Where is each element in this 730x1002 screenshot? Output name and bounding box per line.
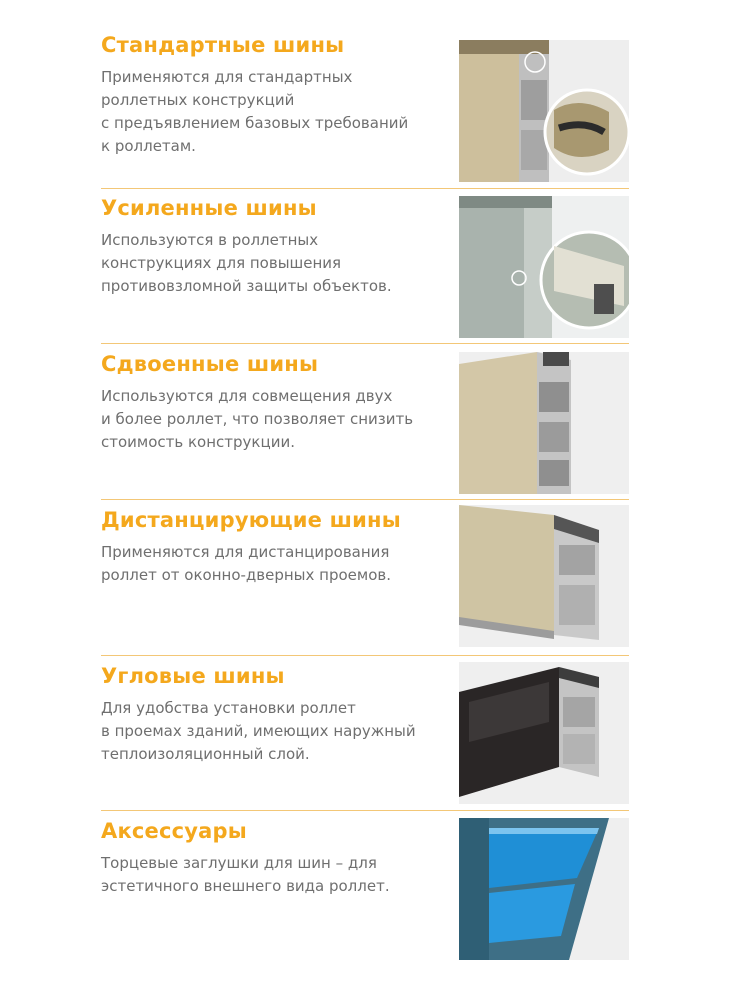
section-description: Используются в роллетных конструкциях для повышения противовзломной защиты объектов. — [101, 231, 392, 295]
separator — [101, 655, 629, 656]
section-title: Угловые шины — [101, 664, 285, 688]
section-description: Используются для совмещения двух и более роллет, что позволяет снизить стоимость конструкции. — [101, 387, 414, 451]
section-description: Торцевые заглушки для шин – для эстетичного внешнего вида роллет. — [101, 854, 390, 895]
section-title: Стандартные шины — [101, 33, 345, 57]
spacer-rail-photo — [459, 505, 629, 647]
section-description: Применяются для стандартных роллетных конструкций с предъявлением базовых требований к роллетам. — [101, 68, 409, 155]
reinforced-rail-photo — [459, 196, 629, 338]
double-rail-photo — [459, 352, 629, 494]
separator — [101, 188, 629, 189]
end-caps-photo — [459, 818, 629, 960]
section-title: Сдвоенные шины — [101, 352, 319, 376]
section-title: Дистанцирующие шины — [101, 508, 401, 532]
section-title: Усиленные шины — [101, 196, 317, 220]
corner-rail-photo — [459, 662, 629, 804]
section-description: Для удобства установки роллет в проемах зданий, имеющих наружный теплоизоляционный слой. — [101, 699, 416, 763]
separator — [101, 343, 629, 344]
section-title: Аксессуары — [101, 819, 247, 843]
separator — [101, 499, 629, 500]
section-description: Применяются для дистанцирования роллет от оконно-дверных проемов. — [101, 543, 392, 584]
separator — [101, 810, 629, 811]
standard-rail-photo — [459, 40, 629, 182]
